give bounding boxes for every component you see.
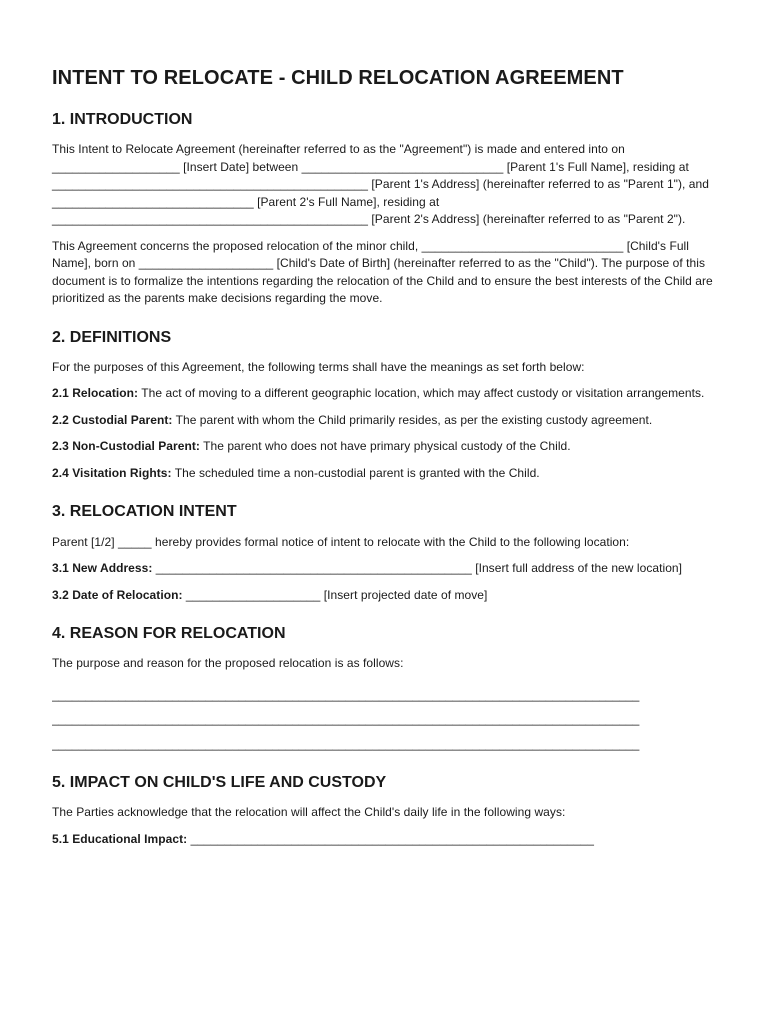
impact-intro: The Parties acknowledge that the relocation will affect the Child's daily life in the following ways:: [52, 805, 566, 820]
definition-text: The scheduled time a non-custodial parent is granted with the Child.: [171, 465, 540, 480]
section-relocation-intent: [52, 502, 724, 604]
definition-custodial-parent: [52, 412, 724, 430]
definition-term: 2.2 Custodial Parent:: [52, 412, 173, 427]
definition-term: 2.3 Non-Custodial Parent:: [52, 439, 200, 454]
section-introduction: [52, 110, 724, 308]
document-page: [52, 66, 724, 868]
definition-text: The parent with whom the Child primarily resides, as per the existing custody agreement.: [172, 412, 653, 427]
section-impact: [52, 773, 724, 848]
section-heading: 3. RELOCATION INTENT: [52, 503, 237, 521]
educational-impact-field: [52, 831, 724, 849]
definition-term: 2.1 Relocation:: [52, 386, 139, 401]
definition-visitation-rights: [52, 465, 724, 483]
intro-paragraph-2: This Agreement concerns the proposed relocation of the minor child, ______________________________ [Child's Full Name], born on ____________________ [Child's Date of Birth] (hereinafter referred to as the "Child"). The purpose of this document is to formalize the intentions regarding the relocation of the Child and to ensure the best interests of the Child are prioritized as the parents make decisions regarding the move.: [52, 238, 713, 306]
section-reason: [52, 624, 724, 753]
document-title: INTENT TO RELOCATE - CHILD RELOCATION AGREEMENT: [52, 67, 624, 89]
section-heading: 2. DEFINITIONS: [52, 328, 172, 346]
section-heading: 4. REASON FOR RELOCATION: [52, 625, 286, 643]
reason-intro: The purpose and reason for the proposed relocation is as follows:: [52, 656, 404, 671]
blank-line: ________________________________________________________________________________________: [52, 712, 640, 727]
definition-text: The act of moving to a different geographic location, which may affect custody or visitation arrangements.: [138, 386, 705, 401]
field-term: 3.2 Date of Relocation:: [52, 587, 183, 602]
definition-relocation: [52, 385, 724, 403]
relocation-intent-intro: Parent [1/2] _____ hereby provides formal notice of intent to relocate with the Child to the following location:: [52, 534, 630, 549]
new-address-field: [52, 560, 724, 578]
relocation-date-field: [52, 587, 724, 605]
definitions-intro: For the purposes of this Agreement, the following terms shall have the meanings as set forth below:: [52, 359, 585, 374]
definition-term: 2.4 Visitation Rights:: [52, 465, 172, 480]
blank-line: ________________________________________________________________________________________: [52, 736, 640, 751]
field-text: ____________________ [Insert projected date of move]: [182, 587, 488, 602]
blank-line: ________________________________________________________________________________________: [52, 687, 640, 702]
field-term: 5.1 Educational Impact:: [52, 831, 188, 846]
section-heading: 5. IMPACT ON CHILD'S LIFE AND CUSTODY: [52, 774, 387, 792]
field-text: _______________________________________________ [Insert full address of the new location]: [152, 561, 683, 576]
intro-paragraph-1: This Intent to Relocate Agreement (hereinafter referred to as the "Agreement") is made and entered into on ___________________ [Insert Date] between ______________________________ [Parent 1's Full Name], residing at _______________________________________________ [Parent 1's Address] (hereinafter referred to as "Parent 1"), and ______________________________ [Parent 2's Full Name], residing at _______________________________________________ [Parent 2's Address] (hereinafter referred to as "Parent 2").: [52, 142, 709, 227]
definition-text: The parent who does not have primary physical custody of the Child.: [199, 439, 571, 454]
field-term: 3.1 New Address:: [52, 561, 153, 576]
section-definitions: [52, 328, 724, 483]
section-heading: 1. INTRODUCTION: [52, 111, 193, 128]
definition-non-custodial-parent: [52, 438, 724, 456]
field-text: ____________________________________________________________: [187, 831, 595, 846]
